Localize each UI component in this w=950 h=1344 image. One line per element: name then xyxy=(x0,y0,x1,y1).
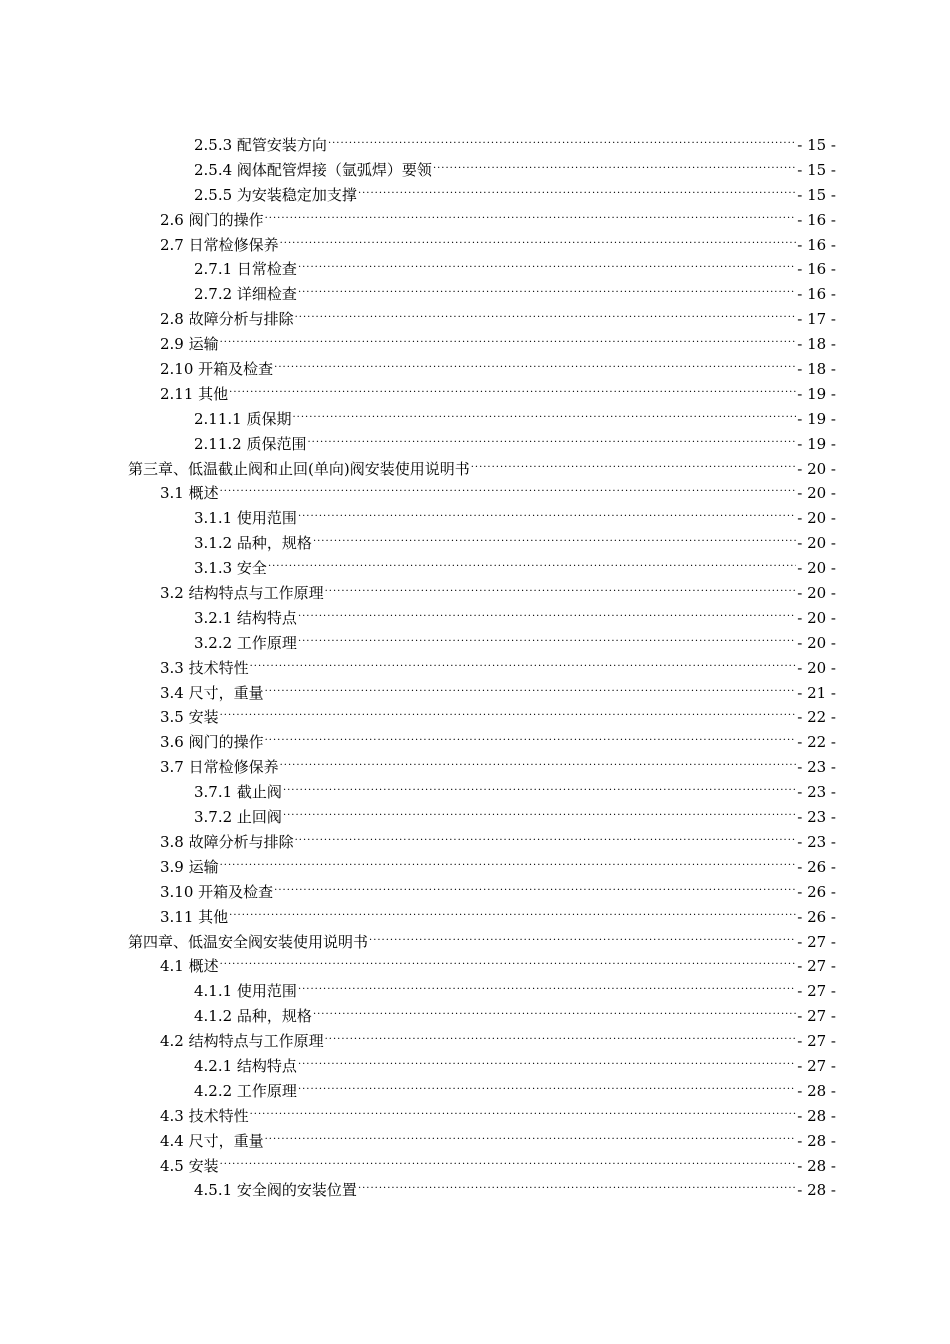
toc-dot-leader xyxy=(298,630,796,655)
toc-section-entry[interactable] xyxy=(0,233,950,258)
toc-entry-title: 3.1.2 品种，规格 xyxy=(194,534,312,553)
toc-dot-leader xyxy=(295,306,797,331)
toc-section-entry[interactable] xyxy=(0,481,950,506)
toc-entry-title: 3.10 开箱及检查 xyxy=(160,882,274,901)
toc-entry-title: 4.5 安装 xyxy=(160,1156,219,1175)
toc-entry-title: 3.1.1 使用范围 xyxy=(194,509,297,528)
toc-page-number: - 16 - xyxy=(797,285,836,304)
toc-section-entry[interactable] xyxy=(0,855,950,880)
toc-dot-leader xyxy=(313,530,796,555)
toc-page-number: - 15 - xyxy=(797,160,836,179)
toc-page-number: - 16 - xyxy=(797,210,836,229)
toc-entry-title: 4.1.1 使用范围 xyxy=(194,982,297,1001)
toc-page-number: - 27 - xyxy=(797,1007,836,1026)
toc-page-number: - 27 - xyxy=(797,957,836,976)
toc-entry-title: 3.2 结构特点与工作原理 xyxy=(160,584,324,603)
toc-entry-title: 2.11 其他 xyxy=(160,384,229,403)
toc-dot-leader xyxy=(220,1153,797,1178)
toc-dot-leader xyxy=(298,256,796,281)
toc-section-entry[interactable] xyxy=(0,656,950,681)
toc-page-number: - 27 - xyxy=(797,1056,836,1075)
toc-entry-title: 2.5.5 为安装稳定加支撑 xyxy=(194,185,357,204)
toc-dot-leader xyxy=(265,207,797,232)
toc-section-entry[interactable] xyxy=(0,357,950,382)
toc-section-entry[interactable] xyxy=(0,1104,950,1129)
toc-dot-leader xyxy=(298,1053,796,1078)
toc-entry-title: 3.2.1 结构特点 xyxy=(194,608,297,627)
toc-dot-leader xyxy=(280,754,797,779)
toc-subsection-entry[interactable] xyxy=(0,979,950,1004)
toc-subsection-entry[interactable] xyxy=(0,805,950,830)
toc-page-number: - 18 - xyxy=(797,335,836,354)
toc-dot-leader xyxy=(298,978,796,1003)
toc-dot-leader xyxy=(313,1003,796,1028)
toc-entry-title: 4.3 技术特性 xyxy=(160,1106,249,1125)
toc-entry-title: 2.7.2 详细检查 xyxy=(194,285,297,304)
toc-page-number: - 28 - xyxy=(797,1131,836,1150)
toc-page-number: - 23 - xyxy=(797,783,836,802)
toc-dot-leader xyxy=(250,1103,797,1128)
toc-section-entry[interactable] xyxy=(0,382,950,407)
toc-entry-title: 3.9 运输 xyxy=(160,857,219,876)
toc-page-number: - 20 - xyxy=(797,534,836,553)
toc-section-entry[interactable] xyxy=(0,1029,950,1054)
toc-page-number: - 20 - xyxy=(797,509,836,528)
toc-entry-title: 4.2.2 工作原理 xyxy=(194,1081,297,1100)
toc-subsection-entry[interactable] xyxy=(0,780,950,805)
toc-page-number: - 20 - xyxy=(797,559,836,578)
toc-dot-leader xyxy=(298,1078,796,1103)
toc-page-number: - 20 - xyxy=(797,459,836,478)
toc-page-number: - 27 - xyxy=(797,1032,836,1051)
toc-dot-leader xyxy=(250,655,797,680)
table-of-contents xyxy=(0,133,950,1203)
toc-dot-leader xyxy=(298,605,796,630)
toc-section-entry[interactable] xyxy=(0,581,950,606)
toc-page-number: - 15 - xyxy=(797,185,836,204)
toc-entry-title: 3.7.1 截止阀 xyxy=(194,783,282,802)
toc-page-number: - 19 - xyxy=(797,409,836,428)
toc-page-number: - 20 - xyxy=(797,584,836,603)
toc-section-entry[interactable] xyxy=(0,905,950,930)
toc-section-entry[interactable] xyxy=(0,730,950,755)
toc-entry-title: 3.3 技术特性 xyxy=(160,658,249,677)
toc-entry-title: 3.11 其他 xyxy=(160,907,229,926)
toc-subsection-entry[interactable] xyxy=(0,631,950,656)
toc-entry-title: 4.5.1 安全阀的安装位置 xyxy=(194,1181,357,1200)
toc-dot-leader xyxy=(265,1128,797,1153)
toc-section-entry[interactable] xyxy=(0,307,950,332)
toc-dot-leader xyxy=(265,729,797,754)
toc-subsection-entry[interactable] xyxy=(0,556,950,581)
toc-entry-title: 4.4 尺寸，重量 xyxy=(160,1131,264,1150)
toc-dot-leader xyxy=(220,854,797,879)
toc-dot-leader xyxy=(229,904,796,929)
toc-page-number: - 23 - xyxy=(797,758,836,777)
toc-entry-title: 4.2.1 结构特点 xyxy=(194,1056,297,1075)
toc-page-number: - 28 - xyxy=(797,1181,836,1200)
toc-page-number: - 26 - xyxy=(797,907,836,926)
toc-subsection-entry[interactable] xyxy=(0,407,950,432)
toc-dot-leader xyxy=(433,157,796,182)
toc-section-entry[interactable] xyxy=(0,332,950,357)
toc-dot-leader xyxy=(328,132,796,157)
toc-entry-title: 4.2 结构特点与工作原理 xyxy=(160,1032,324,1051)
toc-page-number: - 18 - xyxy=(797,360,836,379)
toc-entry-title: 2.5.4 阀体配管焊接（氩弧焊）要领 xyxy=(194,160,432,179)
toc-subsection-entry[interactable] xyxy=(0,282,950,307)
toc-page-number: - 16 - xyxy=(797,235,836,254)
toc-entry-title: 2.8 故障分析与排除 xyxy=(160,310,294,329)
toc-dot-leader xyxy=(280,232,797,257)
toc-dot-leader xyxy=(295,829,797,854)
toc-dot-leader xyxy=(358,182,796,207)
toc-page-number: - 21 - xyxy=(797,683,836,702)
toc-page-number: - 22 - xyxy=(797,708,836,727)
toc-entry-title: 3.2.2 工作原理 xyxy=(194,633,297,652)
toc-entry-title: 3.1.3 安全 xyxy=(194,559,267,578)
toc-entry-title: 2.11.2 质保范围 xyxy=(194,434,307,453)
toc-page-number: - 27 - xyxy=(797,982,836,1001)
toc-entry-title: 2.5.3 配管安装方向 xyxy=(194,136,327,154)
toc-section-entry[interactable] xyxy=(0,830,950,855)
toc-page-number: - 20 - xyxy=(797,608,836,627)
toc-dot-leader xyxy=(268,555,796,580)
toc-subsection-entry[interactable] xyxy=(0,133,950,158)
toc-dot-leader xyxy=(292,406,796,431)
toc-entry-title: 2.10 开箱及检查 xyxy=(160,360,274,379)
toc-dot-leader xyxy=(220,331,797,356)
toc-section-entry[interactable] xyxy=(0,954,950,979)
toc-section-entry[interactable] xyxy=(0,880,950,905)
toc-subsection-entry[interactable] xyxy=(0,506,950,531)
toc-dot-leader xyxy=(369,929,796,954)
toc-section-entry[interactable] xyxy=(0,681,950,706)
toc-page-number: - 16 - xyxy=(797,260,836,279)
toc-section-entry[interactable] xyxy=(0,755,950,780)
toc-dot-leader xyxy=(358,1177,796,1202)
toc-page-number: - 26 - xyxy=(797,857,836,876)
toc-dot-leader xyxy=(283,804,796,829)
toc-entry-title: 3.7 日常检修保养 xyxy=(160,758,279,777)
toc-subsection-entry[interactable] xyxy=(0,183,950,208)
toc-section-entry[interactable] xyxy=(0,1154,950,1179)
toc-page-number: - 20 - xyxy=(797,658,836,677)
toc-dot-leader xyxy=(229,381,796,406)
toc-subsection-entry[interactable] xyxy=(0,1079,950,1104)
toc-section-entry[interactable] xyxy=(0,705,950,730)
toc-dot-leader xyxy=(307,431,796,456)
toc-dot-leader xyxy=(325,580,797,605)
toc-dot-leader xyxy=(274,879,796,904)
toc-entry-title: 3.6 阀门的操作 xyxy=(160,733,264,752)
toc-page-number: - 26 - xyxy=(797,882,836,901)
toc-entry-title: 第四章、低温安全阀安装使用说明书 xyxy=(128,932,369,951)
toc-entry-title: 4.1 概述 xyxy=(160,957,219,976)
toc-page-number: - 28 - xyxy=(797,1156,836,1175)
toc-entry-title: 3.1 概述 xyxy=(160,484,219,503)
toc-entry-title: 第三章、低温截止阀和止回(单向)阀安装使用说明书 xyxy=(128,459,470,478)
toc-subsection-entry[interactable] xyxy=(0,257,950,282)
toc-dot-leader xyxy=(298,505,796,530)
toc-section-entry[interactable] xyxy=(0,1129,950,1154)
toc-entry-title: 2.7.1 日常检查 xyxy=(194,260,297,279)
toc-page-number: - 20 - xyxy=(797,633,836,652)
toc-page-number: - 28 - xyxy=(797,1081,836,1100)
toc-chapter-entry[interactable] xyxy=(0,930,950,955)
toc-page-number: - 22 - xyxy=(797,733,836,752)
toc-dot-leader xyxy=(283,779,796,804)
toc-page-number: - 19 - xyxy=(797,434,836,453)
toc-entry-title: 3.8 故障分析与排除 xyxy=(160,832,294,851)
toc-dot-leader xyxy=(274,356,796,381)
toc-entry-title: 2.9 运输 xyxy=(160,335,219,354)
toc-page-number: - 17 - xyxy=(797,310,836,329)
toc-page-number: - 28 - xyxy=(797,1106,836,1125)
toc-page-number: - 27 - xyxy=(797,932,836,951)
toc-page-number: - 23 - xyxy=(797,808,836,827)
toc-dot-leader xyxy=(220,704,797,729)
toc-entry-title: 3.5 安装 xyxy=(160,708,219,727)
toc-subsection-entry[interactable] xyxy=(0,1004,950,1029)
toc-dot-leader xyxy=(298,281,796,306)
toc-subsection-entry[interactable] xyxy=(0,432,950,457)
toc-subsection-entry[interactable] xyxy=(0,1054,950,1079)
toc-subsection-entry[interactable] xyxy=(0,531,950,556)
toc-page-number: - 15 - xyxy=(797,136,836,154)
toc-entry-title: 3.7.2 止回阀 xyxy=(194,808,282,827)
toc-page-number: - 23 - xyxy=(797,832,836,851)
toc-entry-title: 4.1.2 品种，规格 xyxy=(194,1007,312,1026)
toc-section-entry[interactable] xyxy=(0,208,950,233)
toc-dot-leader xyxy=(265,680,797,705)
toc-entry-title: 2.7 日常检修保养 xyxy=(160,235,279,254)
toc-subsection-entry[interactable] xyxy=(0,1178,950,1203)
toc-page-number: - 19 - xyxy=(797,384,836,403)
toc-chapter-entry[interactable] xyxy=(0,457,950,482)
toc-entry-title: 3.4 尺寸，重量 xyxy=(160,683,264,702)
toc-subsection-entry[interactable] xyxy=(0,606,950,631)
toc-entry-title: 2.6 阀门的操作 xyxy=(160,210,264,229)
toc-dot-leader xyxy=(471,456,797,481)
toc-subsection-entry[interactable] xyxy=(0,158,950,183)
toc-page-number: - 20 - xyxy=(797,484,836,503)
toc-dot-leader xyxy=(325,1028,797,1053)
toc-entry-title: 2.11.1 质保期 xyxy=(194,409,292,428)
toc-dot-leader xyxy=(220,480,797,505)
toc-dot-leader xyxy=(220,953,797,978)
